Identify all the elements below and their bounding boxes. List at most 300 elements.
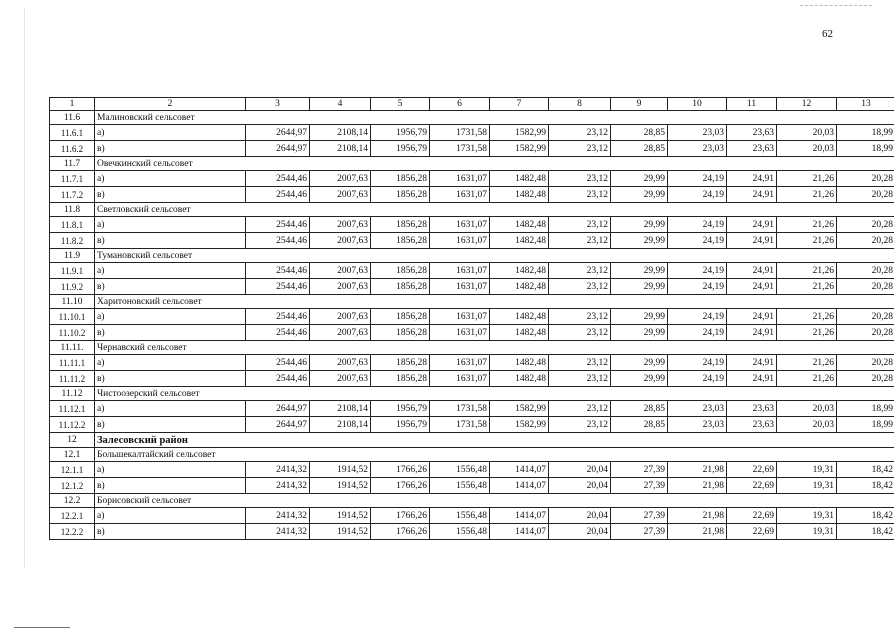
value-cell: 2108,14 [310,125,371,141]
value-cell: 18,42 [837,524,894,540]
value-cell: 18,99 [837,125,894,141]
value-cell: 29,99 [611,187,668,203]
value-cell: 24,19 [668,309,727,325]
value-cell: 2544,46 [246,325,310,341]
value-cell: 20,04 [549,462,611,478]
value-cell: 23,12 [549,217,611,233]
section-row [50,494,894,508]
value-cell: 22,69 [727,524,777,540]
value-cell: 20,28 [837,355,894,371]
value-cell: 24,19 [668,187,727,203]
value-cell: 20,28 [837,371,894,387]
value-cell: 24,19 [668,171,727,187]
value-cell: 24,19 [668,217,727,233]
value-cell: 1556,48 [430,478,490,494]
value-cell: 1414,07 [490,524,549,540]
value-cell: 21,98 [668,508,727,524]
value-cell: 1856,28 [371,355,430,371]
value-cell: 20,04 [549,478,611,494]
value-cell: 28,85 [611,125,668,141]
value-cell: 20,04 [549,508,611,524]
column-number: 6 [430,98,490,111]
row-label: а) [95,462,246,478]
row-code: 11.6.2 [50,141,95,157]
value-cell: 21,26 [777,171,837,187]
value-cell: 18,99 [837,141,894,157]
value-cell: 24,19 [668,233,727,249]
value-cell: 21,26 [777,371,837,387]
table-row [50,371,894,387]
value-cell: 1414,07 [490,508,549,524]
table-row [50,508,894,524]
table-row [50,401,894,417]
value-cell: 23,12 [549,171,611,187]
value-cell: 27,39 [611,508,668,524]
value-cell: 23,12 [549,279,611,295]
page-number: 62 [822,28,833,40]
value-cell: 18,42 [837,478,894,494]
row-label: а) [95,263,246,279]
value-cell: 1766,26 [371,524,430,540]
table-row [50,524,894,540]
value-cell: 1414,07 [490,462,549,478]
row-code: 11.7 [50,157,95,171]
section-name: Борисовский сельсовет [95,494,894,508]
value-cell: 20,04 [549,524,611,540]
value-cell: 19,31 [777,478,837,494]
row-label: в) [95,233,246,249]
row-code: 11.10.1 [50,309,95,325]
value-cell: 23,03 [668,125,727,141]
value-cell: 2007,63 [310,371,371,387]
row-code: 11.12 [50,387,95,401]
value-cell: 1856,28 [371,233,430,249]
value-cell: 1766,26 [371,508,430,524]
value-cell: 1631,07 [430,217,490,233]
value-cell: 23,12 [549,125,611,141]
row-code: 11.7.1 [50,171,95,187]
row-code: 11.12.2 [50,417,95,433]
value-cell: 1766,26 [371,478,430,494]
value-cell: 20,28 [837,325,894,341]
value-cell: 29,99 [611,371,668,387]
value-cell: 20,28 [837,309,894,325]
value-cell: 1856,28 [371,325,430,341]
value-cell: 23,03 [668,417,727,433]
value-cell: 1482,48 [490,279,549,295]
row-code: 12 [50,433,95,448]
value-cell: 1631,07 [430,355,490,371]
row-code: 11.11.1 [50,355,95,371]
row-code: 11.9.1 [50,263,95,279]
row-code: 12.1.1 [50,462,95,478]
value-cell: 21,26 [777,263,837,279]
section-name: Тумановский сельсовет [95,249,894,263]
value-cell: 1856,28 [371,371,430,387]
column-number: 5 [371,98,430,111]
value-cell: 2544,46 [246,371,310,387]
table-row [50,141,894,157]
section-row [50,295,894,309]
value-cell: 23,12 [549,371,611,387]
value-cell: 20,03 [777,417,837,433]
value-cell: 23,12 [549,355,611,371]
row-code: 11.10.2 [50,325,95,341]
value-cell: 22,69 [727,508,777,524]
value-cell: 24,91 [727,233,777,249]
value-cell: 2007,63 [310,263,371,279]
value-cell: 28,85 [611,141,668,157]
value-cell: 2544,46 [246,355,310,371]
row-label: а) [95,355,246,371]
value-cell: 2644,97 [246,125,310,141]
value-cell: 23,63 [727,125,777,141]
value-cell: 2108,14 [310,417,371,433]
value-cell: 22,69 [727,478,777,494]
value-cell: 1631,07 [430,187,490,203]
row-label: а) [95,401,246,417]
value-cell: 2007,63 [310,355,371,371]
row-label: в) [95,187,246,203]
value-cell: 2544,46 [246,233,310,249]
value-cell: 2007,63 [310,279,371,295]
value-cell: 24,19 [668,325,727,341]
row-label: в) [95,371,246,387]
value-cell: 27,39 [611,524,668,540]
value-cell: 21,26 [777,355,837,371]
row-code: 12.1.2 [50,478,95,494]
table-body [50,98,894,540]
value-cell: 23,03 [668,401,727,417]
value-cell: 1482,48 [490,371,549,387]
value-cell: 2007,63 [310,171,371,187]
value-cell: 27,39 [611,462,668,478]
table-row [50,187,894,203]
value-cell: 21,26 [777,279,837,295]
value-cell: 1914,52 [310,508,371,524]
value-cell: 2414,32 [246,524,310,540]
row-code: 11.12.1 [50,401,95,417]
value-cell: 1856,28 [371,279,430,295]
value-cell: 1956,79 [371,417,430,433]
value-cell: 1482,48 [490,325,549,341]
value-cell: 1482,48 [490,309,549,325]
row-label: а) [95,171,246,187]
table-row [50,417,894,433]
value-cell: 28,85 [611,401,668,417]
column-number: 12 [777,98,837,111]
value-cell: 23,12 [549,401,611,417]
value-cell: 1582,99 [490,401,549,417]
value-cell: 22,69 [727,462,777,478]
value-cell: 1582,99 [490,417,549,433]
table-row [50,263,894,279]
table-row [50,279,894,295]
row-label: а) [95,508,246,524]
row-label: в) [95,524,246,540]
row-label: в) [95,325,246,341]
row-code: 11.9.2 [50,279,95,295]
row-code: 11.9 [50,249,95,263]
value-cell: 27,39 [611,478,668,494]
value-cell: 1482,48 [490,233,549,249]
value-cell: 24,91 [727,217,777,233]
section-name: Большекалтайский сельсовет [95,448,894,462]
value-cell: 2544,46 [246,187,310,203]
row-code: 11.7.2 [50,187,95,203]
value-cell: 1482,48 [490,171,549,187]
value-cell: 18,42 [837,462,894,478]
value-cell: 1856,28 [371,309,430,325]
value-cell: 23,63 [727,417,777,433]
section-row [50,203,894,217]
value-cell: 1956,79 [371,141,430,157]
value-cell: 19,31 [777,508,837,524]
table-row [50,478,894,494]
value-cell: 1914,52 [310,478,371,494]
value-cell: 2544,46 [246,171,310,187]
value-cell: 20,03 [777,401,837,417]
table-row [50,355,894,371]
value-cell: 2007,63 [310,309,371,325]
section-name: Малиновский сельсовет [95,111,894,125]
value-cell: 1582,99 [490,141,549,157]
value-cell: 23,12 [549,141,611,157]
value-cell: 2007,63 [310,233,371,249]
value-cell: 29,99 [611,279,668,295]
value-cell: 19,31 [777,462,837,478]
section-row [50,387,894,401]
value-cell: 24,91 [727,325,777,341]
value-cell: 20,03 [777,125,837,141]
value-cell: 24,91 [727,309,777,325]
value-cell: 1856,28 [371,217,430,233]
section-name: Светловский сельсовет [95,203,894,217]
value-cell: 1631,07 [430,279,490,295]
row-code: 12.2.2 [50,524,95,540]
value-cell: 21,26 [777,325,837,341]
row-code: 12.1 [50,448,95,462]
section-row [50,111,894,125]
row-code: 12.2.1 [50,508,95,524]
value-cell: 18,99 [837,401,894,417]
section-row [50,249,894,263]
value-cell: 2108,14 [310,141,371,157]
row-code: 11.10 [50,295,95,309]
value-cell: 1631,07 [430,325,490,341]
value-cell: 1731,58 [430,417,490,433]
table-row [50,309,894,325]
row-label: в) [95,478,246,494]
value-cell: 24,91 [727,171,777,187]
value-cell: 1631,07 [430,371,490,387]
value-cell: 21,98 [668,524,727,540]
value-cell: 20,03 [777,141,837,157]
value-cell: 1482,48 [490,187,549,203]
value-cell: 1856,28 [371,263,430,279]
value-cell: 1856,28 [371,187,430,203]
value-cell: 24,19 [668,355,727,371]
value-cell: 23,63 [727,401,777,417]
value-cell: 21,98 [668,462,727,478]
tariff-table [49,97,894,540]
section-row [50,448,894,462]
value-cell: 2007,63 [310,325,371,341]
row-label: в) [95,279,246,295]
column-number: 9 [611,98,668,111]
value-cell: 24,19 [668,371,727,387]
section-name: Харитоновский сельсовет [95,295,894,309]
table-row [50,325,894,341]
column-number: 3 [246,98,310,111]
value-cell: 23,12 [549,263,611,279]
row-label: в) [95,141,246,157]
value-cell: 20,28 [837,233,894,249]
value-cell: 1914,52 [310,462,371,478]
value-cell: 2544,46 [246,263,310,279]
value-cell: 1731,58 [430,141,490,157]
value-cell: 2414,32 [246,462,310,478]
value-cell: 1631,07 [430,309,490,325]
value-cell: 24,91 [727,371,777,387]
section-row [50,157,894,171]
column-number: 2 [95,98,246,111]
value-cell: 23,03 [668,141,727,157]
value-cell: 1556,48 [430,508,490,524]
row-code: 11.8 [50,203,95,217]
value-cell: 2544,46 [246,217,310,233]
value-cell: 1956,79 [371,125,430,141]
section-name: Чистоозерский сельсовет [95,387,894,401]
table-row [50,462,894,478]
row-code: 11.11. [50,341,95,355]
value-cell: 20,28 [837,263,894,279]
row-label: а) [95,125,246,141]
footnote-rule [14,627,70,628]
value-cell: 24,91 [727,263,777,279]
value-cell: 24,19 [668,263,727,279]
value-cell: 23,12 [549,233,611,249]
column-number: 13 [837,98,894,111]
row-label: в) [95,417,246,433]
row-code: 11.6 [50,111,95,125]
value-cell: 21,26 [777,187,837,203]
value-cell: 21,26 [777,233,837,249]
section-row [50,341,894,355]
row-code: 12.2 [50,494,95,508]
value-cell: 24,91 [727,279,777,295]
value-cell: 20,28 [837,217,894,233]
value-cell: 1556,48 [430,462,490,478]
value-cell: 29,99 [611,233,668,249]
table-row [50,233,894,249]
value-cell: 2007,63 [310,217,371,233]
value-cell: 1731,58 [430,125,490,141]
value-cell: 2544,46 [246,309,310,325]
value-cell: 1766,26 [371,462,430,478]
value-cell: 29,99 [611,325,668,341]
value-cell: 18,99 [837,417,894,433]
value-cell: 2644,97 [246,141,310,157]
value-cell: 19,31 [777,524,837,540]
value-cell: 1731,58 [430,401,490,417]
value-cell: 28,85 [611,417,668,433]
value-cell: 21,26 [777,217,837,233]
row-code: 11.8.1 [50,217,95,233]
row-code: 11.8.2 [50,233,95,249]
value-cell: 1482,48 [490,217,549,233]
row-code: 11.11.2 [50,371,95,387]
table-row [50,125,894,141]
value-cell: 18,42 [837,508,894,524]
row-label: а) [95,217,246,233]
value-cell: 2644,97 [246,401,310,417]
column-number: 4 [310,98,371,111]
region-row [50,433,894,448]
value-cell: 23,12 [549,187,611,203]
value-cell: 24,91 [727,187,777,203]
value-cell: 1956,79 [371,401,430,417]
section-name: Овечкинский сельсовет [95,157,894,171]
table-row [50,217,894,233]
value-cell: 2414,32 [246,478,310,494]
column-number: 1 [50,98,95,111]
section-name: Чернавский сельсовет [95,341,894,355]
row-label: а) [95,309,246,325]
value-cell: 29,99 [611,263,668,279]
column-number: 7 [490,98,549,111]
column-number: 11 [727,98,777,111]
value-cell: 2007,63 [310,187,371,203]
value-cell: 29,99 [611,171,668,187]
value-cell: 20,28 [837,279,894,295]
value-cell: 23,12 [549,309,611,325]
value-cell: 29,99 [611,217,668,233]
value-cell: 1631,07 [430,263,490,279]
value-cell: 1414,07 [490,478,549,494]
value-cell: 20,28 [837,187,894,203]
row-code: 11.6.1 [50,125,95,141]
value-cell: 21,98 [668,478,727,494]
left-edge-mark [24,8,25,568]
column-number: 8 [549,98,611,111]
table-row [50,171,894,187]
value-cell: 1482,48 [490,355,549,371]
value-cell: 24,19 [668,279,727,295]
value-cell: 23,63 [727,141,777,157]
value-cell: 29,99 [611,309,668,325]
value-cell: 1914,52 [310,524,371,540]
value-cell: 1856,28 [371,171,430,187]
value-cell: 24,91 [727,355,777,371]
value-cell: 2108,14 [310,401,371,417]
column-number: 10 [668,98,727,111]
value-cell: 23,12 [549,417,611,433]
value-cell: 21,26 [777,309,837,325]
value-cell: 2644,97 [246,417,310,433]
value-cell: 23,12 [549,325,611,341]
value-cell: 1631,07 [430,233,490,249]
column-number-row [50,98,894,111]
value-cell: 2414,32 [246,508,310,524]
value-cell: 1556,48 [430,524,490,540]
value-cell: 20,28 [837,171,894,187]
value-cell: 1582,99 [490,125,549,141]
top-edge-mark [800,5,872,6]
value-cell: 1631,07 [430,171,490,187]
value-cell: 2544,46 [246,279,310,295]
value-cell: 29,99 [611,355,668,371]
